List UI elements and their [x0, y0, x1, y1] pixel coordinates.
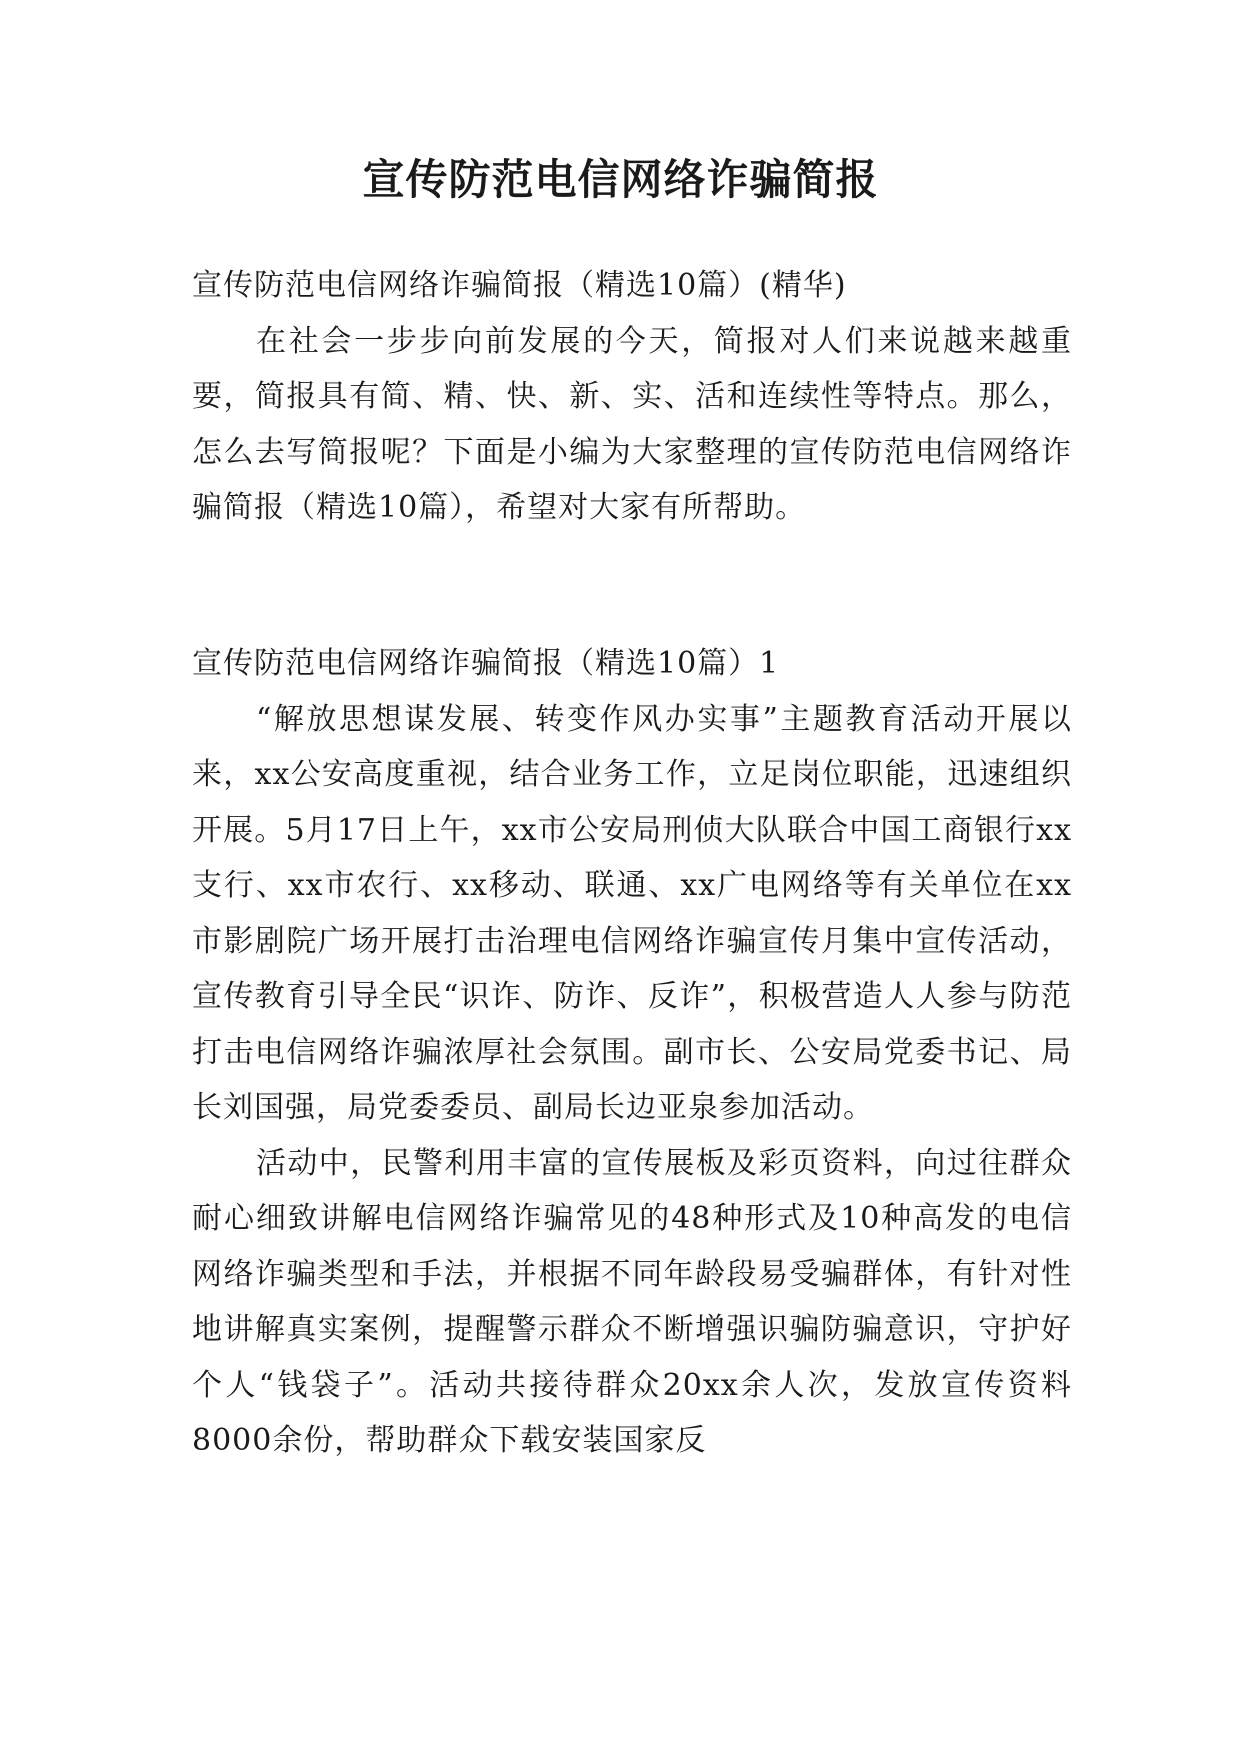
section-1-heading: 宣传防范电信网络诈骗简报（精选10篇）1 — [192, 646, 780, 681]
section-1-block — [192, 636, 1072, 1469]
intro-paragraph: 在社会一步步向前发展的今天，简报对人们来说越来越重要，简报具有简、精、快、新、实、活和连续性等特点。那么，怎么去写简报呢？下面是小编为大家整理的宣传防范电信网络诈骗简报（精选10篇），希望对大家有所帮助。 — [192, 323, 1072, 525]
intro-block — [192, 258, 1072, 536]
document-title: 宣传防范电信网络诈骗简报 — [362, 155, 879, 204]
intro-heading: 宣传防范电信网络诈骗简报（精选10篇）(精华) — [192, 268, 847, 303]
section-1-paragraph-2: 活动中，民警利用丰富的宣传展板及彩页资料，向过往群众耐心细致讲解电信网络诈骗常见的48种形式及10种高发的电信网络诈骗类型和手法，并根据不同年龄段易受骗群体，有针对性地讲解真实案例，提醒警示群众不断增强识骗防骗意识，守护好个人“钱袋子”。活动共接待群众20xx余人次，发放宣传资料8000余份，帮助群众下载安装国家反 — [192, 1145, 1072, 1458]
section-1-paragraph-1: “解放思想谋发展、转变作风办实事”主题教育活动开展以来，xx公安高度重视，结合业务工作，立足岗位职能，迅速组织开展。5月17日上午，xx市公安局刑侦大队联合中国工商银行xx支行、xx市农行、xx移动、联通、xx广电网络等有关单位在xx市影剧院广场开展打击治理电信网络诈骗宣传月集中宣传活动，宣传教育引导全民“识诈、防诈、反诈”，积极营造人人参与防范打击电信网络诈骗浓厚社会氛围。副市长、公安局党委书记、局长刘国强，局党委委员、副局长边亚泉参加活动。 — [192, 701, 1072, 1125]
